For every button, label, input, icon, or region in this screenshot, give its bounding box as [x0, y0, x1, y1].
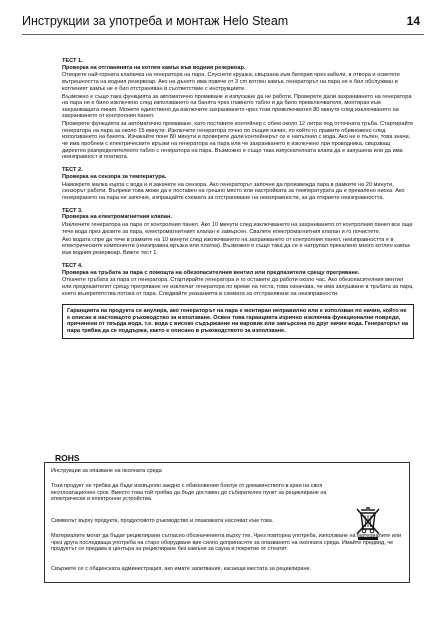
warranty-warning-box: Гаранцията на продукта се анулира, ако генераторът на пара е монтиран неправилно или е използван по начин, който не е описан в настоящото ръководство за използване. Освен това гаранцията изрично изключва функционални повреди, причинени от твърда вода, т.е. вода с високо съдържание на варовик или замърсена по друг начин вода. Генераторът на пара трябва да се поддържа, както е описано в ръководството за използване.: [62, 304, 414, 338]
test-title: ТЕСТ 1.: [62, 58, 83, 64]
test-section: [62, 208, 414, 257]
test-subtitle: Проверка на сензора за температура.: [62, 173, 167, 180]
rohs-intro: Инструкции за опазване на околната среда: [51, 468, 162, 474]
rohs-paragraph: Този продукт не трябва да бъде изхвърлян заедно с обикновения боклук от домакинството в края на своя експлоатационен срок. Вместо това той трябва да бъде доставен до събирателен пункт за рециклиране на електрически и електронни устройства.: [51, 483, 327, 502]
document-title: Инструкции за употреба и монтаж Helo Steam: [22, 14, 289, 28]
paragraph: Проверете функцията за автоматично промиване, като поставите контейнер с обем около 12 литра под отточната тръба. Стартирайте генератора на пара за около 15 минути. Изключете генератора точно по същия начин, по който го правите обикновено след използването на банята. Изчакайте поне 80 минути и проверете дали контейнерът се е напълнил с вода. Ако не е пълен, това значи, че има проблем с електрическите връзки на генератора на пара или че захранването е изключено при проводника, свързващ директно разпределителното табло с генератора на пара. Възможно е също така изпускателната клапа да е запушена или да има неизправност в платката.: [62, 121, 414, 161]
rohs-paragraph: Символът върху продукта, продуктовото ръководство и опаковката насочват към това.: [51, 518, 274, 524]
test-section: [62, 58, 414, 161]
main-content: [62, 58, 414, 339]
header-divider: [22, 34, 424, 35]
test-title: ТЕСТ 2.: [62, 167, 83, 174]
rohs-paragraph: Материалите могат да бъдат рециклирани съгласно обозначенията върху тях. Чрез повторна употреба, използване на материалите или чрез друга последваща употреба на старо оборудване вие силно допринасяте за опазването на околната среда. Имайте предвид, че продуктът се предава в центъра за рециклиране без камъни за сауна и покритие от стеатит.: [51, 533, 402, 552]
test-title: ТЕСТ 4.: [62, 262, 83, 269]
paragraph: Възможно е също така функцията за автоматично промиване и изпускане да не работи. Проверете дали захранването на генератора на пара не е било изключено след използването на банята чрез главното табло и да било превключвателя, монтиран към захранващата линия. Можете единствено да изключите захранването чрез този превключвател 80 минути след изключването на захранването от контролния панел.: [62, 93, 412, 120]
test-subtitle: Проверка на електромагнитния клапан.: [62, 214, 172, 221]
paragraph: Отворете най-горната клапачка на генератора на пара. Спуснете крушка, свързана към батерия чрез кабели, в отвора и осветете вътрешността на водния резервоар. Ако на дъното има повече от 3 cm котлен камък, генераторът на пара не е бил обслужван и котленият камък не е бил отстраняван в съответствие с инструкциите.: [62, 72, 400, 92]
test-section: [62, 167, 414, 201]
test-subtitle: Проверка на отгланянята на котлен камък във водния резервоар.: [62, 64, 246, 71]
paragraph: Ако водата спре да тече в рамките на 10 минути след изключването на захранването от контролния панел, неизправността е в електрическите компоненти (неизправна връзка или платка). Възможно е също така да се е натрупал прекалено много котлен камък във водния резервоар. Вижте тест 1.: [62, 236, 410, 256]
rohs-box: [44, 462, 410, 583]
test-subtitle: Проверка на тръбата за пара с помощта на обезопасителния вентил или предпазителя срещу прегряване.: [62, 269, 360, 276]
paragraph: Намокрете малка кърпа с вода и я закачете на сензора. Ако генераторът започне да произвежда пара в рамките на 20 минути, сензорът работи. Въпреки това може да е поставен на грешно място или настройката за температурата да е прекалено ниска. Ако генерирането на пара не започне, изпращайте схемата за отстраняване на неизправности, за да откриете неизправността.: [62, 181, 405, 201]
rohs-heading: ROHS: [55, 453, 80, 463]
page-number: 14: [406, 14, 420, 28]
paragraph: Откачете тръбата за пара от генератора. Стартирайте генератора и го оставете да работи около час. Ако обезопасителния вентил или предпазителят срещу прегряване не изключат генератора по време на теста, това означава, че има запушване в тръбата за пара, което възпрепятства потока от пара. Следвайте указанията в схемата за отстраняване на неизправности.: [62, 277, 414, 297]
test-section: [62, 263, 414, 297]
rohs-paragraph: Свържете се с общинската администрация, ако имате запитвания, касаещи местата за рециклиране.: [51, 566, 312, 572]
test-title: ТЕСТ 3.: [62, 207, 83, 214]
paragraph: Изключете генератора на пара от контролния панел. Ако 10 минути след изключването на захранването от контролния панел все още тече вода през дюзите за пара, електромагнитният клапан е замърсен. Свалете електромагнитния клапан и го почистете.: [62, 222, 413, 235]
